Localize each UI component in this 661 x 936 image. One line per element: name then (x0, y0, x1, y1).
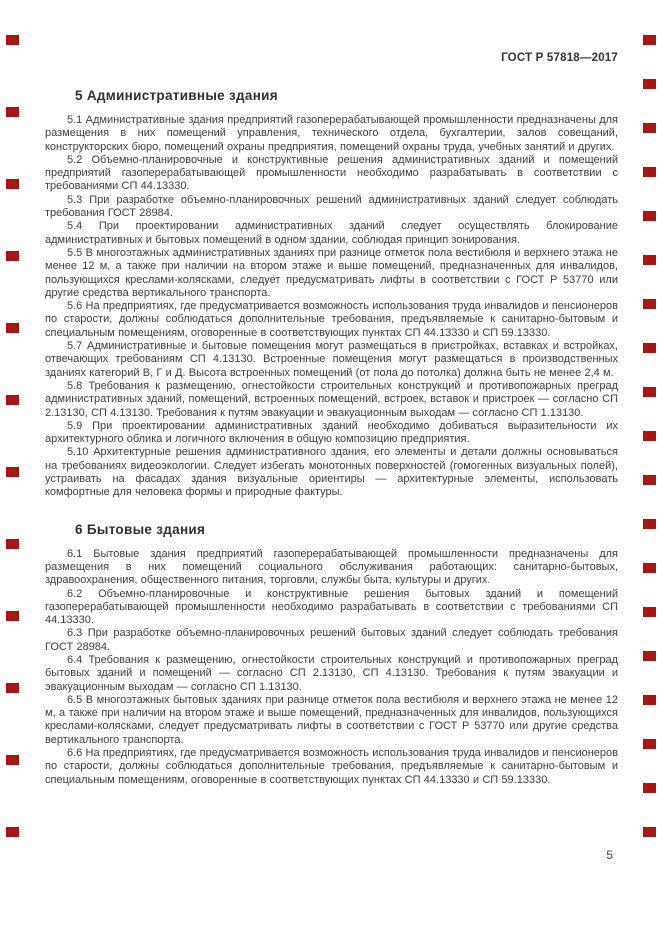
red-edge-mark (6, 251, 19, 261)
paragraph-6-6: 6.6 На предприятиях, где предусматривается возможность использования труда инвалидов и пенсионеров по старости, должны соблюдаться дополнительные требования, предъявляемые к санитарно-бытовым и специальным помещениям, оговоренные в соответствующих пунктах СП 44.13330 и СП 59.13330. (45, 747, 618, 786)
page-content (45, 52, 618, 787)
red-edge-mark (6, 539, 19, 549)
paragraph-6-3: 6.3 При разработке объемно-планировочных решений бытовых зданий следует соблюдать требования ГОСТ 28984. (45, 627, 618, 653)
paragraph-5-3: 5.3 При разработке объемно-планировочных решений административных зданий следует соблюдать требования ГОСТ 28984. (45, 193, 618, 220)
paragraph-5-2: 5.2 Объемно-планировочные и конструктивные решения административных зданий и помещений предприятий газоперерабатывающей промышленности необходимо разрабатывать в соответствии с требованиями СП 44.13330. (45, 153, 618, 193)
red-edge-mark (643, 431, 656, 441)
red-edge-mark (643, 123, 656, 133)
red-edge-mark (643, 827, 656, 837)
red-edge-mark (643, 563, 656, 573)
paragraph-6-4: 6.4 Требования к размещению, огнестойкости строительных конструкций и противопожарных преград бытовых зданий и помещений — согласно СП 2.13130, СП 4.13130. Требования к путям эвакуации и эвакуационным выходам — согласно СП 1.13130. (45, 653, 618, 693)
red-edge-mark (6, 611, 19, 621)
red-edge-mark (6, 179, 19, 189)
paragraph-5-9: 5.9 При проектировании административных зданий необходимо добиваться выразительности их архитектурного облика и логичного включения в общую композицию предприятия. (45, 419, 618, 446)
red-edge-mark (643, 35, 656, 45)
red-edge-mark (6, 107, 19, 117)
red-edge-mark (6, 827, 19, 837)
gost-number-header: ГОСТ Р 57818—2017 (501, 52, 618, 64)
paragraph-6-5: 6.5 В многоэтажных бытовых зданиях при разнице отметок пола вестибюля и верхнего этажа не менее 12 м, а также при наличии на втором этаже и выше помещений, предназначенных для инвалидов, пользующихся креслами-колясками, следует предусматривать лифты в соответствии с ГОСТ Р 53770 или другие средства вертикального транспорта. (45, 693, 618, 746)
red-edge-mark (643, 519, 656, 529)
paragraph-5-8: 5.8 Требования к размещению, огнестойкости строительных конструкций и противопожарных преград административных зданий, помещений, встроенных помещений, встроек, вставок и пристроек — согласно СП 2.13130, СП 4.13130. Требования к путям эвакуации и эвакуационным выходам — согласно СП 1.13130. (45, 379, 618, 419)
page-number: 5 (606, 848, 613, 862)
red-edge-mark (643, 299, 656, 309)
paragraph-5-7: 5.7 Административные и бытовые помещения могут размещаться в пристройках, вставках и встройках, отвечающих требованиям СП 4.13130. Встроенные помещения могут размещаться в производственных зданиях категорий В, Г и Д. Высота встроенных помещений (от пола до потолка) должна быть не менее 2,4 м. (45, 340, 618, 379)
red-edge-mark (6, 683, 19, 693)
red-edge-mark (643, 739, 656, 749)
red-edge-mark (6, 467, 19, 477)
section-5-heading: 5 Административные здания (75, 88, 278, 103)
red-edge-mark (643, 607, 656, 617)
red-edge-mark (643, 211, 656, 221)
red-edge-mark (643, 167, 656, 177)
section-6-heading: 6 Бытовые здания (75, 521, 206, 537)
red-edge-mark (6, 395, 19, 405)
red-edge-mark (643, 475, 656, 485)
red-edge-mark (643, 651, 656, 661)
paragraph-5-6: 5.6 На предприятиях, где предусматривается возможность использования труда инвалидов и пенсионеров по старости, должны соблюдаться дополнительные требования, предъявляемые к санитарно-бытовым и специальным помещениям, оговоренные в соответствующих пунктах СП 44.13330 и СП 59.13330. (45, 300, 618, 339)
red-edge-mark (643, 255, 656, 265)
paragraph-5-1: 5.1 Административные здания предприятий газоперерабатывающей промышленности предназначены для размещения в них помещений управления, технического отдела, бухгалтерии, залов совещаний, конструкторских бюро, помещений охраны предприятия, помещений охраны труда, учебных занятий и других. (45, 114, 618, 153)
red-edge-mark (643, 79, 656, 89)
paragraph-5-5: 5.5 В многоэтажных административных зданиях при разнице отметок пола вестибюля и верхнего этажа не менее 12 м, а также при наличии на втором этаже и выше помещений, предназначенных для инвалидов, пользующихся креслами-колясками, следует предусматривать лифты в соответствии с ГОСТ Р 53770 или другие средства вертикального транспорта. (45, 246, 618, 299)
red-edge-mark (6, 323, 19, 333)
paragraph-5-10: 5.10 Архитектурные решения административного здания, его элементы и детали должны основываться на требованиях видеоэкологии. Следует избегать монотонных поверхностей (гомогенных визуальных полей), устраивать на фасадах здания визуальные ориентиры — архитектурные элементы, использовать комфортные для человека формы и природные фактуры. (45, 446, 618, 499)
paragraph-5-4: 5.4 При проектировании административных зданий следует осуществлять блокирование административных и бытовых помещений в одном здании, соблюдая принцип зонирования. (45, 220, 618, 246)
red-edge-mark (6, 35, 19, 45)
red-edge-mark (643, 783, 656, 793)
paragraph-6-2: 6.2 Объемно-планировочные и конструктивные решения бытовых зданий и помещений газоперерабатывающей промышленности необходимо разрабатывать в соответствии с требованиями СП 44.13330. (45, 587, 618, 627)
red-edge-mark (643, 343, 656, 353)
red-edge-mark (643, 387, 656, 397)
paragraph-6-1: 6.1 Бытовые здания предприятий газоперерабатывающей промышленности предназначены для размещения в них помещений социального обслуживания работающих: санитарно-бытовых, здравоохранения, общественного питания, торговли, службы быта, культуры и других. (45, 547, 618, 587)
red-edge-mark (6, 755, 19, 765)
red-edge-mark (643, 695, 656, 705)
